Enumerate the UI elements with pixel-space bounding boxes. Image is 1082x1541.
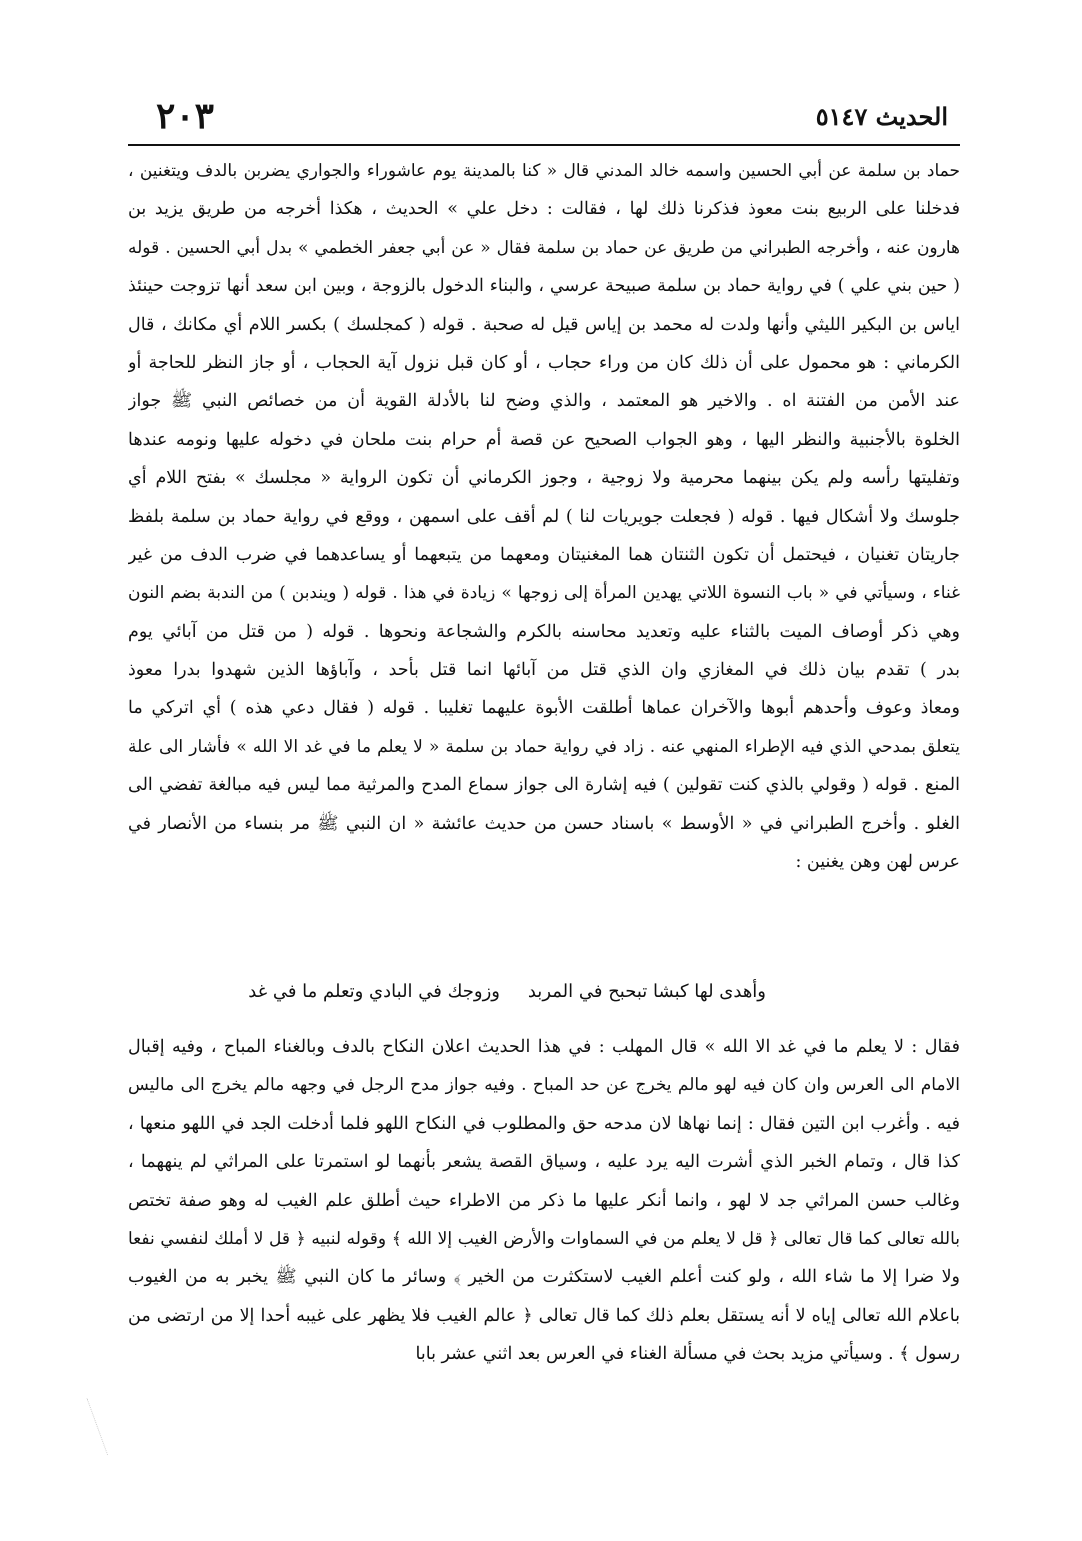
text-line: يتعلق بمدحي الذي فيه الإطراء المنهي عنه . زاد في رواية حماد بن سلمة « لا يعلم ما في غد الا الله » فأشار الى علة	[128, 736, 960, 757]
text-line: ولا ضرا إلا ما شاء الله ، ولو كنت أعلم الغيب لاستكثرت من الخير ﴾ وسائر ما كان النبي ﷺ يخبر به من الغيوب	[128, 1267, 960, 1288]
running-head: الحديث ٥١٤٧	[815, 102, 948, 131]
commentary-paragraph-2	[128, 1028, 960, 1374]
text-line: باعلام الله تعالى إياه لا أنه يستقل بعلم ذلك كما قال تعالى ﴿ عالم الغيب فلا يظهر على غيبه أحدا إلا من ارتضى من	[128, 1305, 960, 1326]
text-line: ومعاذ وعوف وأحدهم أبوها والآخران عماها أطلقت الأبوة عليهما تغليبا . قوله ( فقال دعي هذه ) أي اتركي ما	[128, 698, 960, 719]
text-line: وهي ذكر أوصاف الميت بالثناء عليه وتعديد محاسنه بالكرم والشجاعة ونحوها . قوله ( من قتل من آبائي يوم	[128, 621, 960, 642]
verse-second-hemistich: وزوجك في البادي وتعلم ما في غد	[248, 981, 500, 1002]
text-line: جلوسك ولا أشكال فيها . قوله ( فجعلت جويريات لنا ) لم أقف على اسمهن ، ووقع في رواية حماد بن سلمة بلفظ	[128, 506, 960, 527]
page-header	[128, 92, 952, 140]
text-line: الغلو . وأخرج الطبراني في « الأوسط » باسناد حسن من حديث عائشة « ان النبي ﷺ مر بنساء من الأنصار في	[128, 813, 960, 834]
text-line: ( حين بني علي ) في رواية حماد بن سلمة صبيحة عرسي ، والبناء الدخول بالزوجة ، وبين ابن سعد أنها تزوجت حينئذ	[128, 276, 960, 297]
text-line: فدخلنا على الربيع بنت معوذ فذكرنا ذلك لها ، فقالت : دخل علي » الحديث ، هكذا أخرجه من طريق يزيد بن	[128, 199, 960, 220]
text-line: حماد بن سلمة عن أبي الحسين واسمه خالد المدني قال « كنا بالمدينة يوم عاشوراء والجواري يضربن بالدف ويتغنين ،	[128, 161, 960, 181]
verse-first-hemistich: وأهدى لها كبشا تبحبح في المربد	[527, 981, 766, 1002]
text-line: الكرماني : هو محمول على أن ذلك كان من وراء حجاب ، أو كان قبل نزول آية الحجاب ، أو جاز النظر للحاجة أو	[128, 352, 960, 373]
text-line: عند الأمن من الفتنة اه . والاخير هو المعتمد ، والذي وضح لنا بالأدلة القوية أن من خصائص النبي ﷺ جواز	[128, 391, 960, 412]
text-line: عرس لهن وهن يغنين :	[795, 852, 960, 873]
text-line: جاريتان تغنيان ، فيحتمل أن تكون الثنتان هما المغنيتان ومعهما من يتبعهما أو يساعدهما في ضرب الدف من غير	[128, 544, 960, 565]
text-line: كذا قال ، وتمام الخبر الذي أشرت اليه يرد عليه ، وسياق القصة يشعر بأنهما لو استمرتا على المراثي لم ينههما ،	[128, 1152, 960, 1173]
text-line: فيه . وأغرب ابن التين فقال : إنما نهاها لان مدحه حق والمطلوب في النكاح اللهو فلما أدخلت الجد في اللهو منعها ،	[128, 1113, 960, 1134]
text-line: وتفليتها رأسه ولم يكن بينهما محرمية ولا زوجية ، وجوز الكرماني أن تكون الرواية « مجلسك » بفتح اللام أي	[128, 468, 960, 489]
text-line: هارون عنه ، وأخرجه الطبراني من طريق عن حماد بن سلمة فقال « عن أبي جعفر الخطمي » بدل أبي الحسين . قوله	[128, 237, 960, 258]
text-line: رسول ﴾ . وسيأتي مزيد بحث في مسألة الغناء في العرس بعد اثني عشر بابا	[415, 1344, 960, 1365]
text-line: الخلوة بالأجنبية والنظر اليها ، وهو الجواب الصحيح عن قصة أم حرام بنت ملحان في دخوله عليها ونومه عندها	[128, 429, 960, 450]
scan-artifact	[87, 1389, 135, 1455]
text-line: فقال : لا يعلم ما في غد الا الله » قال المهلب : في هذا الحديث اعلان النكاح بالدف وبالغناء المباح ، وفيه إقبال	[128, 1037, 960, 1057]
text-line: بالله تعالى كما قال تعالى ﴿ قل لا يعلم من في السماوات والأرض الغيب إلا الله ﴾ وقوله لنبيه ﴿ قل لا أملك لنفسي نفعا	[128, 1228, 960, 1249]
text-line: غناء ، وسيأتي في « باب النسوة اللاتي يهدين المرأة إلى زوجها » زيادة في هذا . قوله ( ويندبن ) من الندبة بضم النون	[128, 583, 960, 604]
text-line: وغالب حسن المراثي جد لا لهو ، وانما أنكر عليها ما ذكر من الاطراء حيث أطلق علم الغيب له وهو صفة تختص	[128, 1190, 960, 1211]
page-number: ٢٠٣	[156, 95, 215, 137]
text-line: الامام الى العرس وان كان فيه لهو مالم يخرج عن حد المباح . وفيه جواز مدح الرجل في وجهه مالم يخرج الى ماليس	[128, 1075, 960, 1096]
commentary-paragraph-1	[128, 152, 960, 881]
text-line: المنع . قوله ( وقولي بالذي كنت تقولين ) فيه إشارة الى جواز سماع المدح والمرثية مما ليس فيه مبالغة تفضي الى	[128, 775, 960, 796]
text-line: بدر ) تقدم بيان ذلك في المغازي وان الذي قتل من آبائها انما قتل بأحد ، وآباؤها الذين شهدوا بدرا معوذ	[128, 660, 960, 681]
header-rule	[128, 144, 960, 146]
poetry-verse	[128, 972, 960, 1012]
text-line: اياس بن البكير الليثي وأنها ولدت له محمد بن إياس قيل له صحبة . قوله ( كمجلسك ) بكسر اللام أي مكانك ، قال	[128, 314, 960, 335]
